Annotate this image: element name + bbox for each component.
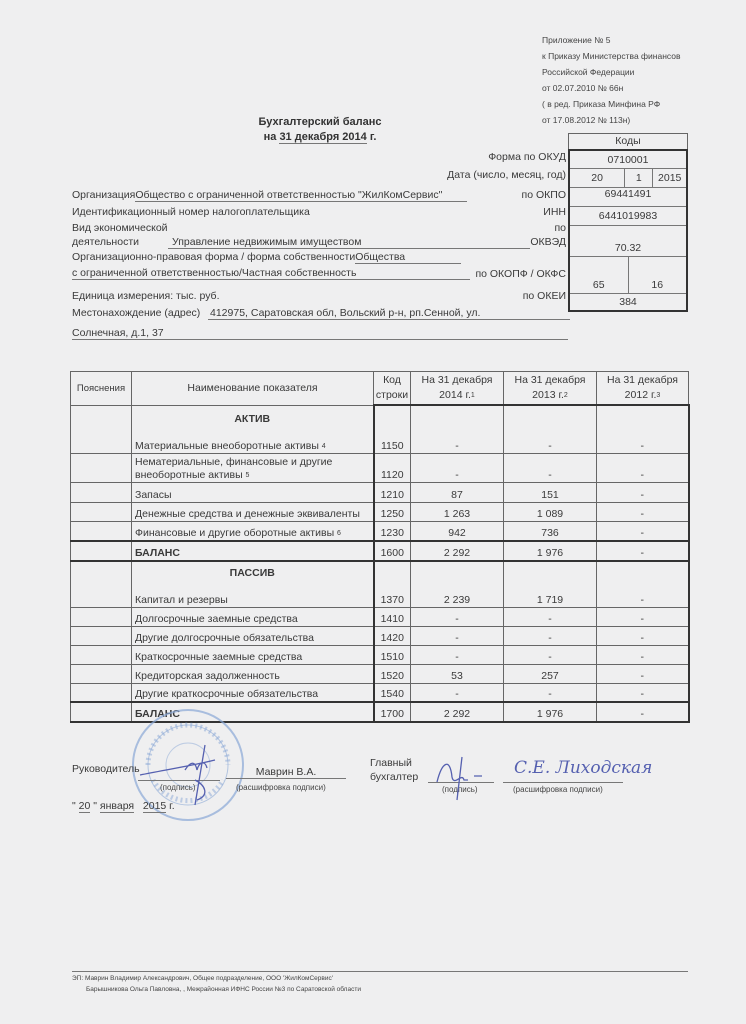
title-line1: Бухгалтерский баланс [258, 116, 382, 128]
table-row [71, 453, 689, 482]
row-name-cell [132, 453, 374, 482]
document-title [190, 116, 450, 143]
appendix-line: к Приказу Министерства финансов [542, 51, 681, 61]
row-notes [71, 502, 132, 521]
table-row [71, 683, 689, 702]
row-code: 1210 [374, 482, 411, 502]
row-notes [71, 683, 132, 702]
value-2012: - [597, 702, 689, 722]
appendix-line: Российской Федерации [542, 67, 635, 77]
appendix-line: ( в ред. Приказа Минфина РФ [542, 99, 661, 109]
chief-label-2: бухгалтер [370, 771, 419, 783]
row-notes [71, 482, 132, 502]
row-name-cell [132, 645, 374, 664]
legal-field [72, 251, 461, 264]
footnote-ref: 3 [656, 392, 661, 399]
footnote-ref: 5 [245, 471, 250, 479]
header-2012 [597, 372, 689, 406]
sign-date [72, 800, 175, 812]
chief-name-line [503, 782, 623, 783]
value-2012: - [597, 626, 689, 645]
chief-decode-caption: (расшифровка подписи) [513, 785, 603, 794]
legal-value-1: Общества [355, 251, 461, 264]
row-name-cell [132, 482, 374, 502]
row-name-cell [132, 683, 374, 702]
row-name: Капитал и резервы [135, 593, 228, 606]
head-sign-caption: (подпись) [160, 783, 196, 792]
chief-label-1: Главный [370, 757, 412, 769]
header-2014 [411, 372, 504, 406]
chief-name-handwritten: С.Е. Лиходская [514, 758, 653, 778]
footnote-ref: 2 [563, 392, 568, 399]
appendix-line: от 17.08.2012 № 113н) [542, 115, 631, 125]
okei-code: 384 [619, 296, 637, 308]
row-name: Долгосрочные заемные средства [135, 612, 298, 625]
legal-value-2: с ограниченной ответственностью/Частная собственность [72, 267, 470, 280]
row-name: Материальные внеоборотные активы [135, 439, 319, 452]
row-name-cell [132, 502, 374, 521]
appendix-line: Приложение № 5 [542, 35, 611, 45]
row-name-cell [132, 561, 374, 608]
value-2013: 1 719 [504, 561, 597, 608]
row-name: Нематериальные, финансовые и другие внеоборотные активы [135, 455, 333, 481]
row-name: Финансовые и другие оборотные активы [135, 526, 335, 539]
okved-label-1: по [554, 222, 566, 234]
row-name-cell [132, 664, 374, 683]
value-2014: 2 292 [411, 702, 504, 722]
value-2014: - [411, 626, 504, 645]
value-2012: - [597, 683, 689, 702]
activity-label-1: Вид экономической [72, 222, 168, 234]
value-2012: - [597, 521, 689, 541]
header-2013-a: На 31 декабря [514, 374, 586, 386]
row-name: Краткосрочные заемные средства [135, 650, 303, 663]
footer-line-2: Барышникова Ольга Павловна, , Межрайонная ИФНС России №3 по Саратовской области [86, 986, 361, 993]
activity-label-2: деятельности [72, 236, 139, 248]
header-2013 [504, 372, 597, 406]
value-2013: 1 976 [504, 702, 597, 722]
value-2014: 87 [411, 482, 504, 502]
org-value: Общество с ограниченной ответственностью "ЖилКомСервис" [135, 189, 467, 202]
table-row [71, 502, 689, 521]
value-2014: - [411, 607, 504, 626]
head-decode-caption: (расшифровка подписи) [236, 783, 326, 792]
date-label: Дата (число, месяц, год) [447, 169, 566, 181]
value-2013: 1 976 [504, 541, 597, 561]
date-day: 20 [591, 172, 603, 184]
value-2013: - [504, 683, 597, 702]
value-2013: - [504, 626, 597, 645]
value-2012: - [597, 541, 689, 561]
section-heading: АКТИВ [234, 412, 271, 425]
row-name: Запасы [135, 488, 172, 501]
okfs-code: 16 [628, 257, 687, 293]
title-line2 [190, 131, 450, 143]
row-code: 1700 [374, 702, 411, 722]
header-name: Наименование показателя [132, 372, 374, 406]
value-2012: - [597, 561, 689, 608]
value-2014: 942 [411, 521, 504, 541]
row-notes [71, 626, 132, 645]
value-2013: 736 [504, 521, 597, 541]
value-2013: 151 [504, 482, 597, 502]
value-2014: 2 239 [411, 561, 504, 608]
table-row [71, 664, 689, 683]
value-2014: - [411, 683, 504, 702]
value-2012: - [597, 664, 689, 683]
row-notes [71, 664, 132, 683]
table-row [71, 482, 689, 502]
row-notes [71, 453, 132, 482]
head-label: Руководитель [72, 763, 140, 775]
okopf-code: 65 [592, 279, 605, 291]
row-name: Другие долгосрочные обязательства [135, 631, 314, 644]
balance-total-row [71, 541, 689, 561]
balance-table [70, 371, 690, 723]
okved-label-2: ОКВЭД [530, 236, 566, 248]
row-notes [71, 561, 132, 608]
chief-signature [432, 752, 492, 802]
table-row [71, 405, 689, 453]
row-name: БАЛАНС [135, 707, 180, 720]
footnote-ref: 6 [337, 529, 341, 537]
row-code: 1540 [374, 683, 411, 702]
row-code: 1150 [374, 405, 411, 453]
header-2014-b: 2014 г. [439, 389, 471, 401]
inn-code-label: ИНН [543, 206, 566, 218]
table-row [71, 561, 689, 608]
address-value-2: Солнечная, д.1, 37 [72, 327, 568, 340]
section-heading: ПАССИВ [229, 566, 275, 579]
value-2012: - [597, 453, 689, 482]
okud-code: 0710001 [607, 153, 649, 166]
quote: " [72, 800, 76, 812]
address-value-1: 412975, Саратовская обл, Вольский р-н, рп.Сенной, ул. [208, 307, 570, 320]
row-name: Другие краткосрочные обязательства [135, 687, 319, 700]
value-2014: 2 292 [411, 541, 504, 561]
header-2013-b: 2013 г. [532, 389, 564, 401]
value-2012: - [597, 502, 689, 521]
value-2014: - [411, 645, 504, 664]
row-notes [71, 541, 132, 561]
report-date: 31 декабря 2014 [279, 131, 367, 143]
value-2013: 257 [504, 664, 597, 683]
row-code: 1250 [374, 502, 411, 521]
row-code: 1600 [374, 541, 411, 561]
row-code: 1120 [374, 453, 411, 482]
sign-date-month: января [99, 800, 135, 812]
codes-box [568, 133, 688, 312]
legal-label: Организационно-правовая форма / форма собственности [72, 251, 356, 263]
header-2012-b: 2012 г. [624, 389, 657, 401]
title-prefix: на [263, 131, 277, 143]
header-2012-a: На 31 декабря [607, 374, 678, 386]
org-field [72, 189, 467, 202]
row-notes [71, 405, 132, 453]
value-2014: - [411, 453, 504, 482]
header-code-2: строки [375, 389, 409, 401]
footnote-ref: 4 [321, 442, 326, 450]
row-code: 1510 [374, 645, 411, 664]
row-code: 1410 [374, 607, 411, 626]
row-name: Кредиторская задолженность [135, 669, 280, 682]
row-notes [71, 645, 132, 664]
activity-value: Управление недвижимым имуществом [168, 236, 530, 249]
value-2012: - [597, 405, 689, 453]
title-suffix: г. [369, 131, 377, 143]
row-notes [71, 521, 132, 541]
date-month: 1 [624, 169, 652, 187]
org-label: Организация [72, 189, 136, 201]
row-name-cell [132, 541, 374, 561]
row-notes [71, 702, 132, 722]
chief-sign-caption: (подпись) [442, 785, 478, 794]
value-2013: - [504, 453, 597, 482]
appendix-note [542, 32, 681, 128]
row-name: Денежные средства и денежные эквиваленты [135, 507, 360, 520]
row-code: 1420 [374, 626, 411, 645]
value-2014: - [411, 405, 504, 453]
footer-divider [72, 971, 688, 972]
value-2012: - [597, 482, 689, 502]
row-name-cell [132, 626, 374, 645]
row-name: БАЛАНС [135, 546, 180, 559]
unit-label: Единица измерения: тыс. руб. [72, 290, 220, 302]
sign-date-day: 20 [78, 800, 91, 812]
row-name-cell [132, 607, 374, 626]
value-2012: - [597, 607, 689, 626]
footnote-ref: 1 [470, 392, 475, 399]
value-2013: 1 089 [504, 502, 597, 521]
row-name-cell [132, 521, 374, 541]
header-code [374, 372, 411, 406]
table-row [71, 626, 689, 645]
okved-code: 70.32 [614, 242, 642, 254]
row-notes [71, 607, 132, 626]
table-row [71, 645, 689, 664]
sign-date-suffix: г. [169, 800, 175, 812]
header-code-1: Код [383, 374, 401, 386]
appendix-line: от 02.07.2010 № 66н [542, 83, 624, 93]
okpo-label: по ОКПО [521, 189, 566, 201]
okpo-code: 69441491 [604, 188, 652, 200]
header-notes: Пояснения [71, 372, 132, 406]
date-year: 2015 [652, 169, 686, 187]
codes-header: Коды [568, 133, 688, 149]
okud-label: Форма по ОКУД [488, 151, 566, 163]
row-code: 1230 [374, 521, 411, 541]
value-2012: - [597, 645, 689, 664]
row-code: 1520 [374, 664, 411, 683]
row-name-cell [132, 405, 374, 453]
address-label: Местонахождение (адрес) [72, 307, 201, 319]
inn-label: Идентификационный номер налогоплательщика [72, 206, 310, 218]
value-2014: 1 263 [411, 502, 504, 521]
header-2014-a: На 31 декабря [421, 374, 493, 386]
value-2014: 53 [411, 664, 504, 683]
head-name: Маврин В.А. [226, 766, 346, 779]
table-row [71, 521, 689, 541]
inn-code: 6441019983 [598, 210, 658, 222]
row-code: 1370 [374, 561, 411, 608]
okei-label: по ОКЕИ [522, 290, 566, 302]
value-2013: - [504, 645, 597, 664]
value-2013: - [504, 607, 597, 626]
quote: " [93, 800, 97, 812]
footer-line-1: ЭП: Маврин Владимир Александрович, Общее подразделение, ООО 'ЖилКомСервис' [72, 975, 333, 982]
table-header-row [71, 372, 689, 406]
sign-date-year: 2015 [142, 800, 167, 812]
value-2013: - [504, 405, 597, 453]
okopf-label: по ОКОПФ / ОКФС [475, 268, 566, 280]
table-row [71, 607, 689, 626]
